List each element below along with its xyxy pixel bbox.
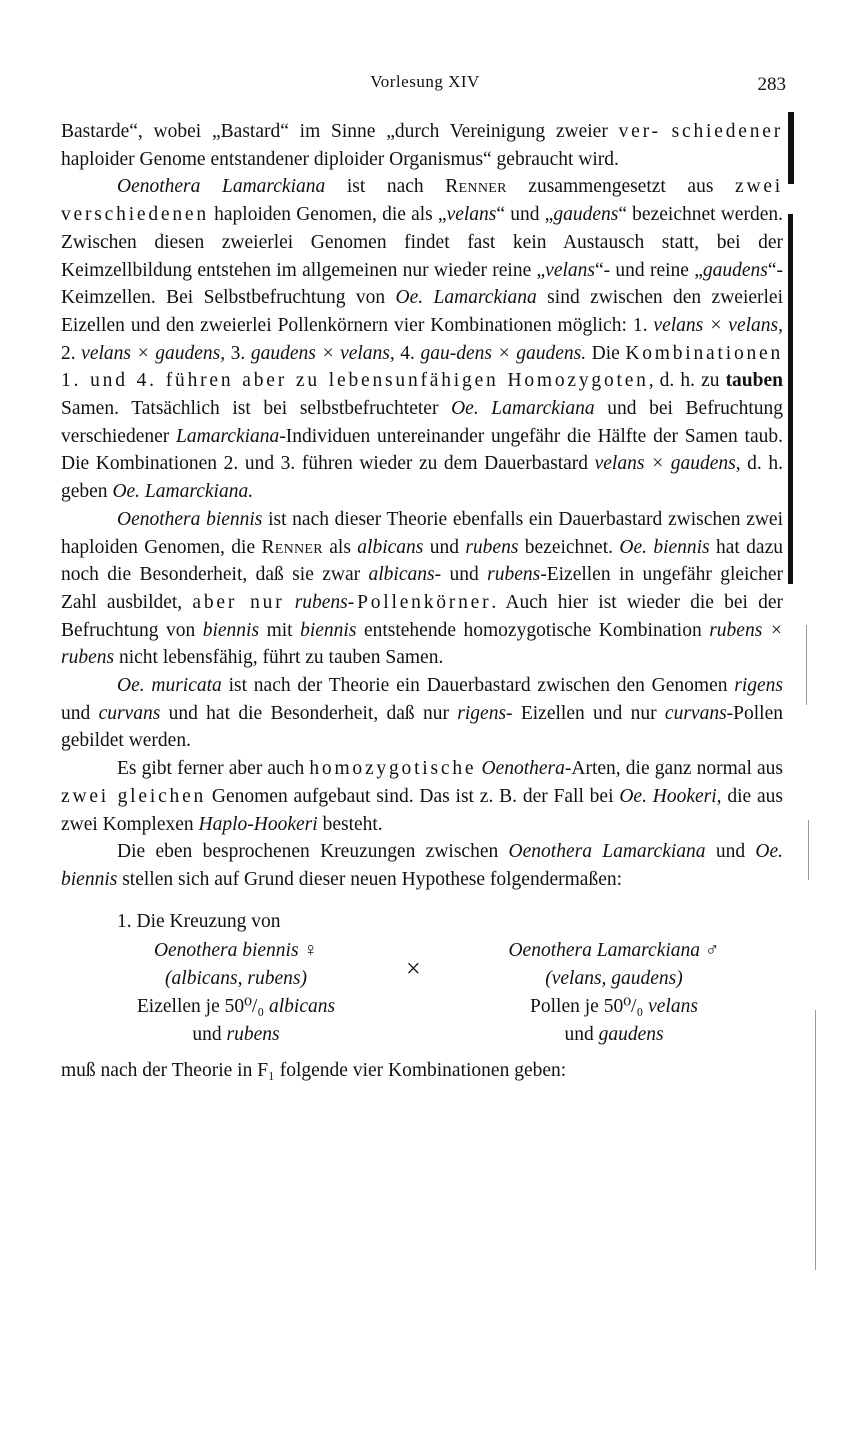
running-title: Vorlesung XIV [370, 72, 480, 91]
paragraph: Es gibt ferner aber auch homozygotische Oenothera-Arten, die ganz normal aus zwei gleichen Genomen aufgebaut sind. Das ist z. B. der Fall bei Oe. Hookeri, die aus zwei Komplexen Haplo-Hookeri besteht. [61, 758, 783, 835]
page-body [61, 118, 783, 1085]
cross-male-parent: Oenothera Lamarckiana ♂ (velans, gaudens) Pollen je 50⁰/₀ velans und gaudens [508, 940, 720, 1045]
margin-line [815, 1010, 816, 1270]
cross-scheme [61, 937, 783, 1049]
parent-name: Oenothera biennis ♀ [153, 940, 319, 962]
parent-name: Oenothera Lamarckiana ♂ [508, 940, 720, 962]
cross-sign: × [406, 954, 421, 984]
paragraph: Bastarde“, wobei „Bastard“ im Sinne „durch Vereinigung zweier ver- schiedener haploider Genome entstandener diploider Organismus“ gebraucht wird. [61, 121, 783, 170]
cross-female-parent: Oenothera biennis ♀ (albicans, rubens) Eizellen je 50⁰/₀ albicans und rubens [136, 940, 336, 1045]
paragraph: Oe. muricata ist nach der Theorie ein Dauerbastard zwischen den Genomen rigens und curvans und hat die Besonderheit, daß nur rigens- Eizellen und nur curvans-Pollen gebildet werden. [61, 675, 784, 752]
paragraph: Oenothera biennis ist nach dieser Theorie ebenfalls ein Dauerbastard zwischen zwei haploiden Genomen, die Renner als albicans und rubens bezeichnet. Oe. biennis hat dazu noch die Besonderheit, daß sie zwar albicans- und rubens-Eizellen in ungefähr gleicher Zahl ausbildet, aber nur rubens-Pollenkörner. Auch hier ist wieder die bei der Befruchtung von biennis mit biennis entstehende homozygotische Kombination rubens × rubens nicht lebensfähig, führt zu tauben Samen. [61, 508, 784, 669]
parent-genomes: (albicans, rubens) [165, 968, 307, 990]
page-number: 283 [757, 74, 786, 95]
margin-bar [788, 214, 793, 584]
margin-bar [788, 112, 794, 184]
margin-line [806, 625, 807, 705]
page-header [0, 72, 850, 102]
paragraph: Oenothera Lamarckiana ist nach Renner zusammengesetzt aus zwei verschiedenen haploiden Genomen, die als „velans“ und „gaudens“ bezeichnet werden. Zwischen diesen zweierlei Genomen findet fast kein Austausch statt, bei der Keimzellbildung entstehen im allgemeinen nur wieder reine „velans“- und reine „gaudens“-Keimzellen. Bei Selbstbefruchtung von Oe. Lamarckiana sind zwischen den zweierlei Eizellen und den zweierlei Pollenkörnern vier Kombinationen möglich: 1. velans × velans, 2. velans × gaudens, 3. gaudens × velans, 4. gau-dens × gaudens. Die Kombinationen 1. und 4. führen aber zu lebensunfähigen Homozygoten, d. h. zu tauben Samen. Tatsächlich ist bei selbstbefruchteter Oe. Lamarckiana und bei Befruchtung verschiedener Lamarckiana-Individuen untereinander ungefähr die Hälfte der Samen taub. Die Kombinationen 2. und 3. führen wieder zu dem Dauerbastard velans × gaudens, d. h. geben Oe. Lamarckiana. [61, 176, 784, 503]
parent-genomes: (velans, gaudens) [545, 968, 683, 990]
paragraph: Die eben besprochenen Kreuzungen zwischen Oenothera Lamarckiana und Oe. biennis stellen sich auf Grund dieser neuen Hypothese folgendermaßen: [61, 841, 784, 890]
closing-line: muß nach der Theorie in F₁ folgende vier Kombinationen geben: [61, 1060, 567, 1082]
margin-line [808, 820, 809, 880]
cross-label: 1. Die Kreuzung von [117, 910, 281, 932]
